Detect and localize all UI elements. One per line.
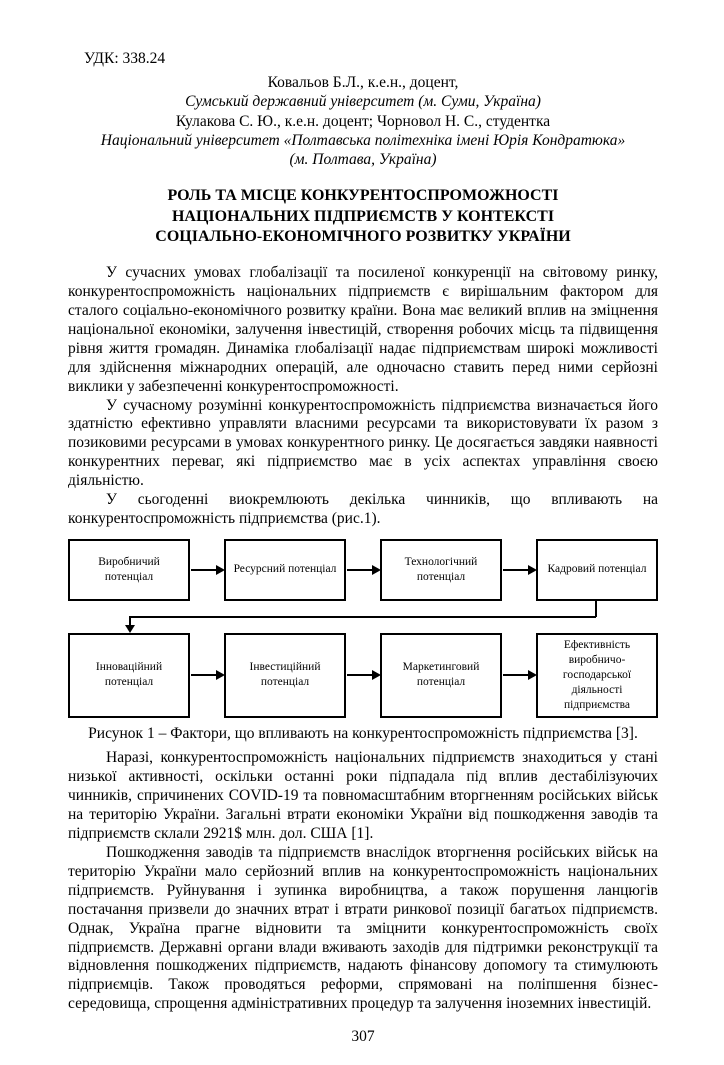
body-paragraph: У сучасному розумінні конкурентоспроможність підприємства визначається його здатністю ефективно управляти власними ресурсами та використовувати їх разом з позиковими ресурсами в умовах конкурентного ринку. Це досягається завдяки наявності конкурентних переваг, які підприємство має в усіх аспектах управління своєю діяльністю. xyxy=(68,396,658,490)
diagram-box: Ефективність виробничо-господарської діяльності підприємства xyxy=(536,633,658,718)
title-line: РОЛЬ ТА МІСЦЕ КОНКУРЕНТОСПРОМОЖНОСТІ xyxy=(167,186,559,204)
arrow-right-icon xyxy=(347,674,379,676)
page-number: 307 xyxy=(351,1028,375,1046)
body-paragraph: У сьогоденні виокремлюють декілька чинників, що впливають на конкурентоспроможність підприємства (рис.1). xyxy=(68,491,658,527)
diagram-row-2 xyxy=(68,633,658,718)
figure-caption: Рисунок 1 – Фактори, що впливають на конкурентоспроможність підприємства [3]. xyxy=(88,724,638,742)
diagram-box: Ресурсний потенціал xyxy=(224,539,346,601)
factors-diagram xyxy=(68,539,658,718)
diagram-row-1 xyxy=(68,539,658,601)
diagram-box: Кадровий потенціал xyxy=(536,539,658,601)
paper-title xyxy=(68,186,658,248)
title-line: СОЦІАЛЬНО-ЕКОНОМІЧНОГО РОЗВИТКУ УКРАЇНИ xyxy=(155,228,571,246)
diagram-box: Інноваційний потенціал xyxy=(68,633,190,718)
author-line: Ковальов Б.Л., к.е.н., доцент, xyxy=(267,73,459,91)
diagram-box: Маркетинговий потенціал xyxy=(380,633,502,718)
affiliation-line: Сумський державний університет (м. Суми, Україна) xyxy=(185,93,541,111)
connector-line xyxy=(595,601,597,617)
connector-line xyxy=(129,616,596,618)
body-paragraph: Пошкодження заводів та підприємств внаслідок вторгнення російських військ на територію України мало серйозний вплив на конкурентоспроможність національних підприємств. Руйнування і зупинка виробництва, а також порушення ланцюгів постачання призвели до значних втрат і втрати ринкової позиції багатьох підприємств. Однак, Україна прагне відновити та зміцнити конкурентоспроможність своїх підприємств. Державні органи влади вживають заходів для підтримки реконструкції та відновлення пошкоджених підприємств, надають фінансову допомогу та стимулюють підприємців. Також проводяться реформи, спрямовані на поліпшення бізнес-середовища, спрощення адміністративних процедур та залучення іноземних інвестицій. xyxy=(68,843,658,1013)
diagram-box: Технологічний потенціал xyxy=(380,539,502,601)
body-paragraph: У сучасних умовах глобалізації та посиленої конкуренції на світовому ринку, конкурентоспроможність національних підприємств є вирішальним фактором для сталого соціально-економічного розвитку країни. Вона має великий вплив на зміцнення національної економіки, залучення інвестицій, створення робочих місць та підвищення рівня життя громадян. Динаміка глобалізації надає підприємствам широкі можливості для здійснення міжнародних операцій, але одночасно ставить перед ними серйозні виклики у забезпеченні конкурентоспроможності. xyxy=(68,264,658,395)
arrow-right-icon xyxy=(191,674,223,676)
body-paragraph: Наразі, конкурентоспроможність національних підприємств знаходиться у стані низької активності, оскільки останні роки підпадала під вплив дестабілізуючих чинників, спричинених COVID-19 та повномасштабним вторгненням російських військ на територію України. Загальні втрати економіки України від пошкодження заводів та підприємств склали 2921$ млн. дол. США [1]. xyxy=(68,749,658,843)
diagram-box: Інвестиційний потенціал xyxy=(224,633,346,718)
affiliation-line: Національний університет «Полтавська політехніка імені Юрія Кондратюка» xyxy=(100,132,626,150)
arrow-right-icon xyxy=(503,569,535,571)
diagram-box: Виробничий потенціал xyxy=(68,539,190,601)
diagram-connector xyxy=(68,601,658,633)
arrow-right-icon xyxy=(191,569,223,571)
title-line: НАЦІОНАЛЬНИХ ПІДПРИЄМСТВ У КОНТЕКСТІ xyxy=(171,207,555,225)
udc-code: УДК: 338.24 xyxy=(84,50,166,67)
affiliation-line: (м. Полтава, Україна) xyxy=(289,151,437,169)
author-block xyxy=(68,73,658,170)
arrow-right-icon xyxy=(503,674,535,676)
arrow-down-icon xyxy=(129,616,131,626)
arrow-right-icon xyxy=(347,569,379,571)
author-line: Кулакова С. Ю., к.е.н. доцент; Чорновол Н. С., студентка xyxy=(175,112,551,130)
